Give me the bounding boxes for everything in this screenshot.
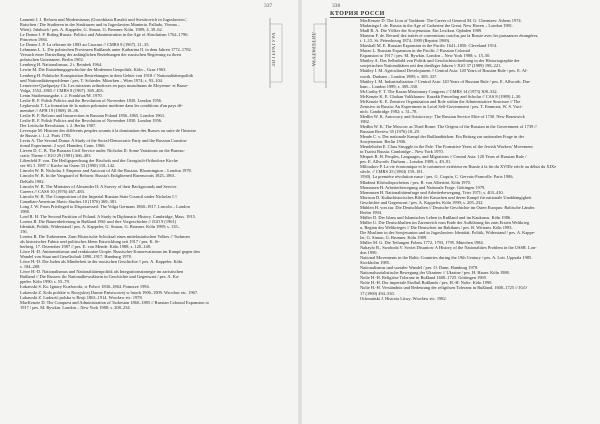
bibliography-entry: Medlin W. K. The Moscow as Third Rome: The Origins of the Russian in the Government of 1739 // [360, 123, 537, 129]
bibliography-entry: als historischer Faktor und politisches Ideen Entwicklung seit 1917 / pes. K. Si- [20, 239, 160, 245]
bibliography-entry: Lemberg H. Nationalismus. 2 t. Reinbek 1964. [20, 62, 103, 68]
bibliography-entry: Mattley A. Das Selbstbild von Politik und Geschichtsschreibung in der Historiographie der [360, 58, 520, 64]
bibliography-entry: 1930). La première révolution russe / pes. G. Coquin, C. Gervais-Francelle. Paris 1986. [360, 174, 514, 180]
bibliography-entry: worth. Durham – London 1989; s. 309–337. [360, 73, 438, 79]
bibliography-entry: polnischen Untertanen. Berlin 1902. [20, 57, 84, 63]
bibliography-entry: Stockholm 1985. [360, 260, 391, 266]
bibliography-entry: Löwe H.-D. Nationalismus und Nationalitätenpolitik als Integrationsstrategie im zaristischen [20, 269, 184, 275]
bibliography-entry: Marshall M. E. Russian Expansion in the Pacific 1641–1850. Cleveland 1914. [360, 43, 498, 49]
bibliography-entry: Lukawski Z. Koło polskie w Rosyjskiej Dumie Państwowej w latach 1906–1909. Wrocław etc. 1967. [20, 289, 199, 295]
bibliography-entry: Levesque M. Histoire des différents peuples soumis à la domination des Russes ou suite de l'histoire [20, 128, 197, 134]
bibliography-entry: Mattley I. M. Industrialization // Central Asia: 120 Years of Russian Rule / pes. E. Allworth. Dur- [360, 78, 531, 84]
bibliography-entry: cratic Theme // JGO 29 (1981) 366–403. [20, 153, 92, 159]
bibliography-entry: Leslie R. F. Polish Politics and the Revolution of November 1830. London 1956. [20, 97, 163, 103]
book-gutter [298, 0, 302, 424]
bibliography-entry: nich. Cambridge 1982; s. 31–78. [360, 108, 418, 114]
bibliography-entry: Lincoln W. B. The Ministers of Alexander II: A Survey of their Backgrounds and Service [20, 183, 177, 189]
bibliography-entry: Müller M. G. Die Teilungen Polens 1772, 1793, 1795. München 1984. [360, 240, 484, 246]
bibliography-entry: s. 184–208. [20, 264, 41, 270]
page-number-right: 338 [332, 3, 341, 9]
bibliography-entry: ler, G. Simon, G. Brunner. Köln 1989. [360, 235, 428, 241]
bibliography-entry: Löwe H.-D. Antisemitismus und reaktionäre Utopie. Russischer Konservatismus im Kampf gegen den [20, 249, 200, 255]
bibliography-entry: Mattley I. M. Agricultural Development // Central Asia: 120 Years of Russian Rule / pes. E. Al- [360, 68, 528, 74]
bibliography-entry: membré // APH 19 (1968) 18–36. [20, 107, 80, 113]
bibliography-entry: Lorenz R. Die Turkmenen. Zum Historische Schicksal eines mittelasiatischen Volkes // Turkmen [20, 234, 190, 240]
bibliography-entry: Berlin 1994. [360, 209, 382, 215]
bibliography-entry: DeKalb 1982. [20, 178, 45, 184]
bibliography-entry: in Tsarist Russia. Cambridge – New York 1970. [360, 149, 444, 155]
bibliography-entry: Müller D. Der Islam und Islamisches Leben in Rußland und im Kaukasus. Köln 1986. [360, 214, 512, 220]
bibliography-entry: 17 (1969) 494–530. [360, 290, 395, 296]
bibliography-entry: Müller U. Die Deutschbalten im Zarenreich vom Ende der Aufklärung bis zum Ersten Weltkrieg [360, 219, 530, 225]
running-header: КТОРИЯ РОССИ [330, 11, 385, 17]
bibliography-entry: u. Beginn des Weltkrieges // Die Deutschen im Baltikum / pes. R. Wittram. Köln 1983. [360, 224, 513, 230]
bibliography-entry: 1988. [20, 208, 30, 214]
bibliography-entry: McKenzie K. E. Chokan Valikhanov: Kazakh Princeling and Scholar // CAS 8 (1989) 1–30. [360, 93, 522, 99]
bibliography-entry: Levin A. The Second Duma: A Study of the Social-Democratic Party and the Russian Constitu- [20, 138, 188, 144]
bibliography-entry: Mommsen H. Nationalitätenfrage und Arbeiterbewegung. Trier 1971; s. 403–410. [360, 189, 504, 195]
side-tab-right [306, 18, 328, 88]
bibliography-entry: MacKenzie D. The Lion of Tashkent: The Career of General M. G. Cherniaev. Athens 1974. [360, 18, 522, 23]
side-tab-label-left: ЛИТЕРАТУРА [272, 32, 277, 67]
bibliography-entry: ham – London 1989; s. 309–330. [360, 83, 419, 89]
bibliography-entry: pes. E. Allworth. Durham – London 1989; s. 49–91. [360, 159, 452, 165]
bibliography-entry: Nolte H.-H. Religiöse Toleranz in Rußland 1600–1725. Göttingen 1969. [360, 275, 487, 281]
bibliography-entry: Lord R. H. The Second Partition of Poland. A Study in Diplomatic History. Cambridge, Mass. 1915. [20, 213, 196, 219]
bibliography-entry: Die Muslime in der Sowjetunion und in Jugoslawien: Identität, Politik, Widerstand / pes. A. Kappe- [360, 229, 536, 235]
bibliography-entry: Princeton 1984. [20, 37, 48, 43]
bibliography-entry: Lieven D. C. B. The Russian Civil Service under Nicholas II: Some Variations on the Bureau- [20, 148, 185, 154]
bibliography-entry: Łukawski S. Ks. Ignacy Kozłowski, w Polsce 1830–1864. Pomorze 1994. [20, 284, 150, 290]
bibliography-entry: Lincoln W. B. The Composition of the Imperial Russian State Council under Nicholas I // [20, 193, 178, 199]
bibliography-entry: see SG I. 1987 // Kirche im Osten 33 (1990) 118–142. [20, 163, 116, 169]
bibliography-entry: tional Experiment. 2 wyd. Hamden, Conn. 1966. [20, 143, 106, 149]
bibliography-entry: Ratschen / Die Studieren in der Strukturen und in Jugoslawien Munteria. Pallado, Vienna – [20, 22, 181, 28]
bibliography-entry: Lenin Studienausgabe. t. 2. Frankfurt/M. 1970. [20, 92, 103, 98]
bibliography-entry: Lehmann L. L. Die polnischen Provinzen Rußlands unter Katharina II. in dem Jahren 1772–1782. [20, 47, 192, 53]
bibliography-entry: Lemberg H. Polnische Konspiration Bestrebungen in dem Gebiet von 1918 // Nationalitätenpolitik [20, 72, 194, 78]
bibliography-entry: Le Donne J. P. La réforme de 1883 au Caucase // CMRS 8 (1967). 21–35. [20, 42, 150, 48]
bibliography-column-left [20, 17, 258, 310]
bibliography-entry: Expansion to 1917 / pes. M. Rywkin. London – New York 1988; s. 15–50. [360, 53, 491, 59]
bibliography-entry: McCarthy F. T. The Kazan Missionary Congress // CMRS 14 (1973) 308–332. [360, 88, 498, 94]
bibliography-entry: de Russie. t. 1–2. Paris 1783. [20, 133, 72, 139]
bibliography-entry: Mequet R. H. Peoples, Languages, and Migrations // Central Asia: 120 Years of Russian Rule / [360, 154, 527, 160]
bibliography-entry: Wandel von Staat und Gesellschaft 1890–1917. Hamburg 1978. [20, 254, 132, 260]
bibliography-entry: Canadian-American Slavic Studies 10 (1976) 369–381. [20, 198, 118, 204]
bibliography-entry: Lewin M. Die Entstehungsgeschichte der Modernen Geopolitik. Köln – Graz 1963. [20, 67, 167, 73]
bibliography-entry: 1982. [360, 118, 370, 124]
bibliography-entry: Rußland // Die Russen: ihr Nationalbewußtsein in Geschichte und Gegenwart / pes. A. Ka- [20, 274, 180, 280]
bibliography-entry: 1917 / pes. M. Rywkin. London – New York 1988; s. 208–234. [20, 304, 131, 310]
bibliography-entry: Identität, Politik, Widerstand / pes. A. Kappeler, G. Simon, G. Brunner. Köln 1989; s. 135– [20, 223, 180, 229]
bibliography-entry: Martens F. de. Recueil des traités et conventions conclus par la Russie avec les puissances étrangères, [360, 33, 539, 39]
bibliography-entry: siècle. // CMRS 25 (1984) 159–181. [360, 169, 424, 175]
bibliography-entry: McKenzie K. E. Zemstvo Organization and Role within the Administrative Structure // The [360, 98, 521, 104]
side-tab-label-right: ЛИТЕРАТУРА [310, 32, 315, 67]
bibliography-entry: National Movements in the Baltic Countries during the 19th Century / pes. A. Loit. Uppsala 1985. [360, 255, 533, 261]
bibliography-entry: Madariaga I. de. Russia in the Age of Catherine the Great. New Haven – London 1981. [360, 23, 514, 29]
bibliography-entry: 156. [20, 228, 28, 234]
bibliography-entry: Ochmański J. Historia Litwy. Wrocław etc. 1982. [360, 295, 447, 301]
bibliography-entry: Lemercier-Quelquejay Ch. Les missions orthodoxes en pays musulmans de Moyenne- et Basse- [20, 82, 189, 88]
bibliography-entry: Medlin W. K. Autocracy and Aristocracy: The Russian Service Elite of 1730. New Brunswick [360, 113, 525, 119]
bibliography-entry: Meade C. v. Der nationale Kampf der Rußlandtürken: Ein Beitrag zur nationalen Frage in der [360, 134, 525, 140]
bibliography-entry: Mladená Kőrösdispocheiras / pes. R. von Albertini. Köln 1970. [360, 179, 471, 185]
bibliography-entry: Mendelsohn E. Class Struggle in the Pale: The Formative Years of the Jewish Workers' Movement [360, 144, 533, 150]
bibliography-entry: Lilienfeld F. von. Die Heiligsprechung der Bischofs und der Georgisch-Orthodoxe Kirche [20, 158, 178, 164]
bibliography-entry: Lepkowski T. La formation de la nation polonaise moderne dans les conditions d'un pays dé- [20, 102, 183, 108]
bibliography-entry: Geschichte und Gegenwart / pes. A. Kappeler. Köln 1990; s. 205–232. [360, 199, 484, 205]
bibliography-entry: Nahaylo B., Swoboda V. Soviet Disunion: A History of the Nationalities Problem in the USSR. Lon- [360, 245, 537, 251]
bibliography-entry: Marzo L. Russian Expansion in the Pacific // Russian Colonial [360, 48, 470, 54]
bibliography-entry: Lorenz R. Die Bauernbefreiung in Rußland 1861 und ihre Vorgeschichte // JGO 9 (1961) [20, 218, 177, 224]
bibliography-entry: Careers // CASS 10 (1976) 467–483. [20, 188, 85, 194]
bibliography-entry: Nationalismus und sozialer Wandel / pes. O. Dann. Hamburg 1978. [360, 265, 479, 271]
bibliography-column-right [360, 18, 598, 301]
bibliography-entry: don 1990. [360, 250, 378, 256]
bibliography-entry: Wien). Jahrbuch / pes. A. Kappeler, G. Simon, G. Brunner. Köln. 1989; 4. 39–62. [20, 27, 163, 33]
bibliography-entry: Russian Review 35 (1976) 18–29. [360, 129, 420, 135]
bibliography-entry: Mommsen H. Arbeiterbewegung und Nationale Frage. Göttingen 1979. [360, 184, 486, 190]
bibliography-entry: Long J. W. From Privileged to Dispossessed: The Volga Germans 1860–1917. Lincoln – London [20, 203, 190, 209]
page-number-left: 337 [264, 3, 273, 9]
bibliography-entry: Sowjetunion. Berlin 1936. [360, 139, 407, 145]
bibliography-entry: MacKenzie D. The Conquest and Administration of Turkestan 1860–1885 // Russian Colonial Expansion to [20, 299, 209, 305]
bibliography-entry: Morison D. Kulturhistorisches Bild der Kasachen und deren Kampf für nationale Unabhängigkeit [360, 194, 532, 200]
bibliography-entry: Milioukov P. La vie économique et le commerce extérieur en Russie à la fin du XVIIIe siècle au début du XIXe [360, 164, 557, 170]
bibliography-entry: Madl R. A. Die Völker der Sowjetunion. Ein Lexikon. Opladen 1989. [360, 28, 483, 34]
bibliography-entry: Nolte H.-H. Der imperiale Einfluß Rußlands / pes. H.-H. Nolte. Köln 1990. [360, 280, 493, 286]
bibliography-entry: Leslie R. F. Reform and Insurrection in Russian Poland 1856–1865. London 1963. [20, 112, 165, 118]
bibliography-entry: Lincoln W. B. Nicholas I: Emperor and Autocrat of All the Russias. Bloomington – London 1978. [20, 168, 192, 174]
bibliography-entry: Lincoln W. B. In the Vanguard of Reform: Russia's Enlightened Bureaucrats 1825–1861. [20, 173, 176, 179]
bibliography-entry: Versuch einer Darstellung der anfänglichen Beziehungen der russischen Regierung zu ihren [20, 52, 181, 58]
bibliography-entry: Leslie R. F. Polish Politics and the Revolution of November 1830. London 1956. [20, 117, 163, 123]
bibliography-entry: Volga, 1552–1865 // CMRS 8 (1967). 369–403. [20, 87, 104, 93]
bibliography-entry: Nationalsozialistische Bewegung der Ukrainer // Ukraine / pes. H. Hauer. Köln 1988. [360, 270, 510, 276]
bibliography-entry: sowjetischen Nationalitäten seit den dreißiger Jahren // JGO 37 (1989) 198–221. [360, 63, 502, 69]
bibliography-entry: ppeler. Köln 1990; s. 55–79. [20, 279, 70, 285]
bibliography-entry: Lamenti J. J. Reform und Modernismus (Gorodskaia Russkii und Ssesitrovich in Jugoslawien.', [20, 17, 188, 22]
bibliography-entry: Der Lettische Revolution. t. 2. Berlin 1907. [20, 122, 97, 128]
bibliography-entry: Nolte H.-H. Verständnis und Bedeutung der religiösen Toleranz in Rußland, 1600–1725 // JGO [360, 285, 527, 291]
bibliography-entry: berberg. 17. Dezember 1987 // pes. E. von Mende. Köln 1988; s. 120–148. [20, 244, 152, 250]
side-tab-left [268, 18, 290, 88]
bibliography-entry: Lukawski Z. Ludność polska w Rosji 1863–1914. Wrocław etc. 1978. [20, 294, 143, 300]
bibliography-entry: Zemstvo in Russia: An Experiment in Local Self-Government / pes. T. Emmons, W. S. Vuci- [360, 103, 523, 109]
bibliography-entry: Le Donne J. P. Ruling Russia. Politics and Administration in the Age of Absolutism 1762–1796. [20, 32, 189, 38]
bibliography-entry: t. 1–15. St. Pétersbourg 1874–1909 (Reprint 1969). [360, 38, 451, 44]
bibliography-entry: Löwe H.-D. Die Juden als Minderheit in der russischen Geschichte // pes. A. Kappeler. Köln [20, 259, 183, 265]
bibliography-entry: und Nationalitätenprobleme / pes. T. Schieder. München – Wien 1974; s. 93–104. [20, 77, 163, 83]
bibliography-entry: Mühlen H. von zur. Die Deutschbalten // Deutsche Geschichte im Osten Europas: Baltische Länder. [360, 204, 536, 210]
